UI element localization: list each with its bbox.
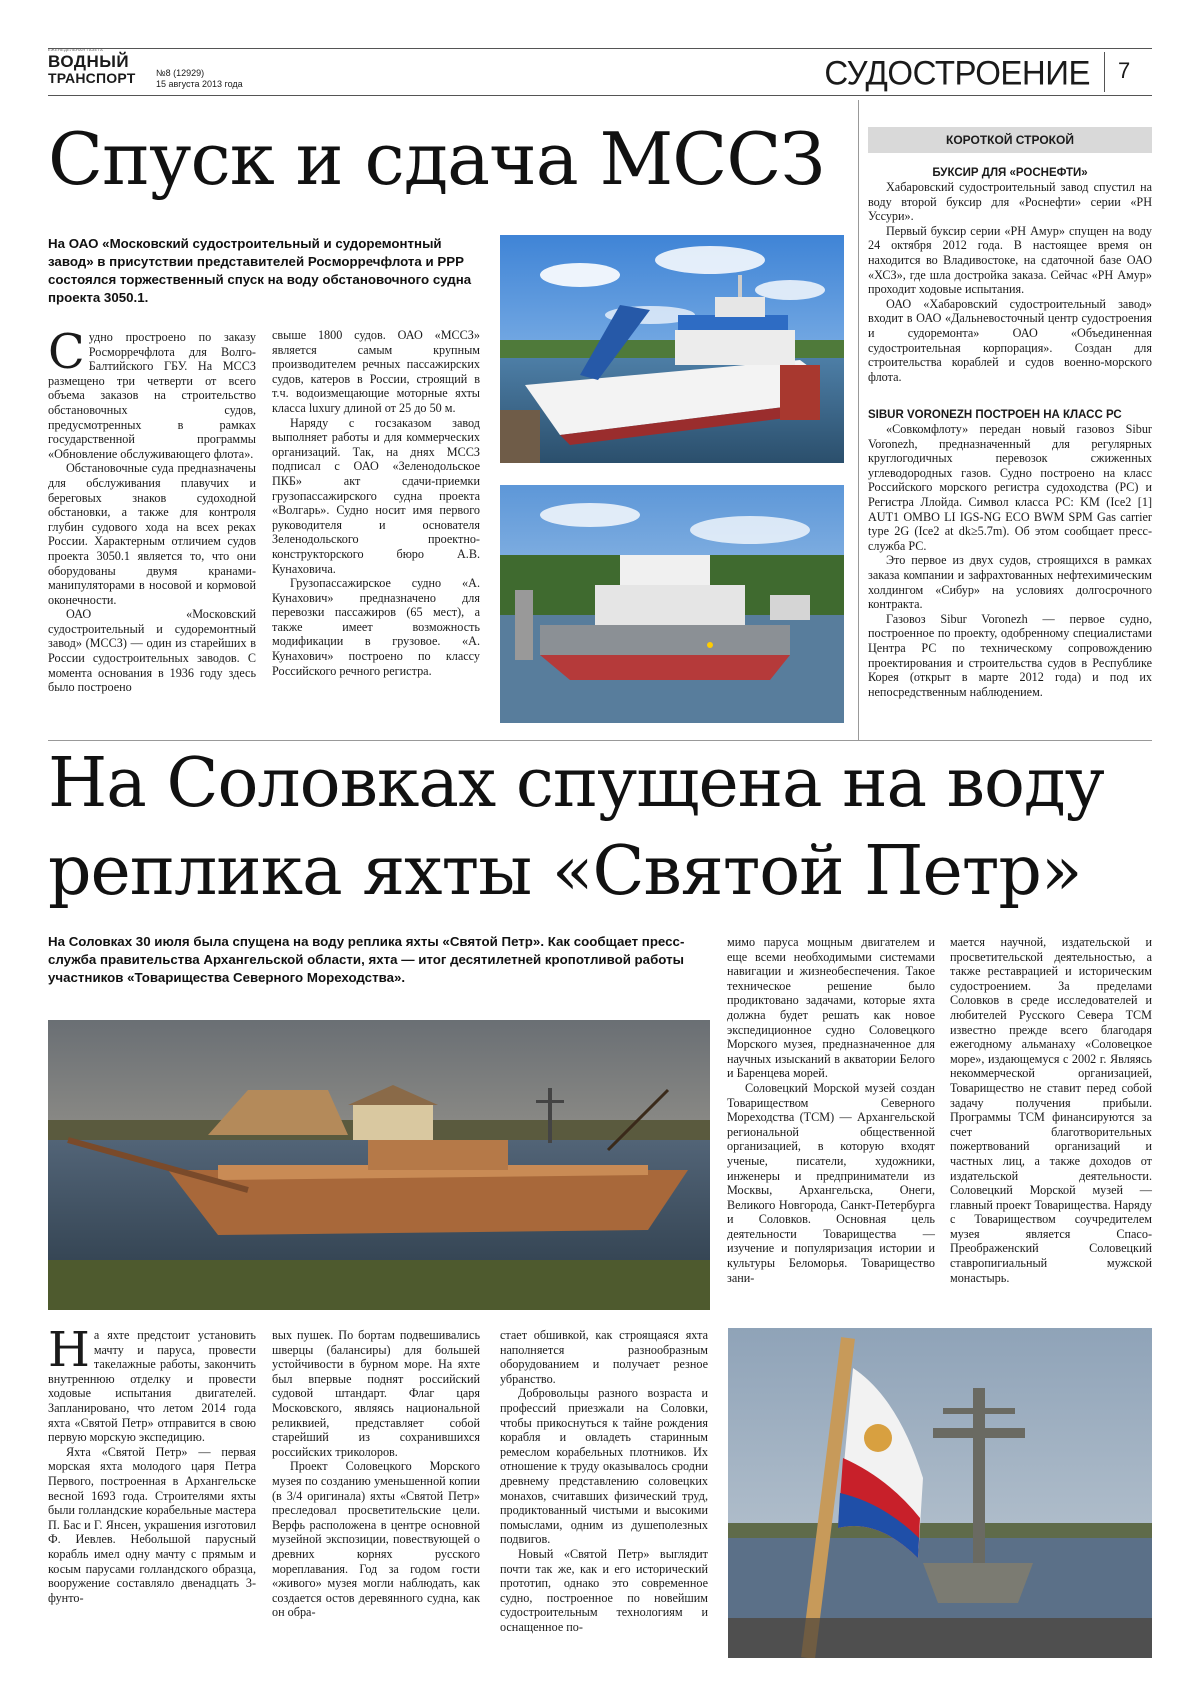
sidebar-item2-title: SIBUR VORONEZH ПОСТРОЕН НА КЛАСС РС [868, 409, 1122, 421]
photo-buoy-tender-ship [500, 235, 844, 463]
article1-paragraph: Грузопассажирское судно «А. Кунахович» предназначено для перевозки пассажиров (65 мест), а также имеет возможность модификации в грузовое. «А. Кунахович» построено по классу Российского речного регистра. [272, 576, 480, 678]
sidebar-item2-body [868, 422, 1152, 699]
issue-info [156, 68, 243, 90]
issue-date: 15 августа 2013 года [156, 79, 243, 89]
sidebar-paragraph: «Совкомфлоту» передан новый газовоз Sibur Voronezh, предназначенный для регулярных круглогодичных перевозок сжиженных углеводородных газов. Судно построено на класс Российского морского регистра судоходства (РС) и Регистра Ллойда. Символ класса РС: KM (Ice2 [1] AUT1 OMBO LI IGS-NG ECO BWM SPM Gas carrier type 2G (Ice2 at dk≥5.7m). Об этом сообщает пресс-служба РС. [868, 422, 1152, 553]
logo-line1: ВОДНЫЙ [48, 52, 130, 71]
photo-yacht-svyatoy-petr [48, 1020, 710, 1310]
sidebar-paragraph: Первый буксир серии «РН Амур» спущен на воду 24 октября 2012 года. В настоящее время он находится во Владивостоке, на сдаточной базе ОАО «ХСЗ», где шла достройка заказа. Сейчас «РН Амур» проходит ходовые испытания. [868, 223, 1152, 297]
article2-headline-line2: реплика яхты «Святой Петр» [48, 832, 1082, 911]
article2-paragraph: Новый «Святой Петр» выглядит почти так же, как и его исторический прототип, однако это современное судно, построенное по новейшим судостроительным технологиям и оснащенное по- [500, 1546, 708, 1634]
article1-paragraph: Судно простроено по заказу Росморречфлота для Волго-Балтийского ГБУ. На МССЗ размещено три четверти от всего объема заказов на строительство обстановочных судов, предусмотренных в рамках государственной программы «Обновление обслуживающего флота». [48, 324, 256, 461]
header-top-rule [48, 48, 1152, 49]
page-number: 7 [1118, 58, 1131, 83]
newspaper-logo [48, 47, 144, 86]
article2-paragraph: На яхте предстоит установить мачту и паруса, провести такелажные работы, закончить внутреннюю отделку и провести ходовые испытания двигателей. Запланировано, что летом 2014 года яхта «Святой Петр» отправится в свою первую морскую экспедицию. [48, 1322, 256, 1445]
article1-column-1 [48, 324, 256, 695]
article2-column-2 [272, 1328, 480, 1620]
photo-cargo-passenger-ship [500, 485, 844, 723]
article2-paragraph: Яхта «Святой Петр» — первая морская яхта молодого царя Петра Первого, построенная в Архангельске весной 1693 года. Строителями яхты были голландские корабельные мастера П. Бас и Г. Янсен, украшения изготовил Ф. Иевлев. Небольшой парусный корабль имел одну мачту с прямым и косым парусами голландского образца, вооружение составляло двенадцать 3-фунто- [48, 1444, 256, 1605]
article1-paragraph: ОАО «Московский судостроительный и судоремонтный завод» (МССЗ) — один из старейших в России судостроительных заводов. С момента основания в 1936 году здесь было построено [48, 607, 256, 695]
article1-headline: Спуск и сдача МССЗ [48, 117, 825, 201]
article1-paragraph: Обстановочные суда предназначены для обслуживания плавучих и береговых знаков судоходной обстановки, а также для контроля глубин судового хода на всех реках России. Характерным отличием судов проекта 3050.1 является то, что они оборудованы двумя кранами-манипуляторами в носовой и кормовой оконечности. [48, 461, 256, 607]
article1-lead: На ОАО «Московский судостроительный и судоремонтный завод» в присутствии представителей Росморречфлота и РРР состоялся торжественный спуск на воду обстановочного судна проекта 3050.1. [48, 236, 472, 305]
article2-paragraph: вых пушек. По бортам подвешивались шверцы (балансиры) для большей устойчивости в бурном море. На яхте был впервые поднят российский судовой штандарт. Флаг царя Московского, являясь национальной реликвией, представляет собой старейший из сохранившихся российских триколоров. [272, 1328, 480, 1459]
article2-paragraph: Проект Соловецкого Морского музея по созданию уменьшенной копии (в 3/4 оригинала) яхты «Святой Петр» преследовал просветительские цели. Верфь расположена в центре основной музейной экспозиции, повествующей о древних корнях русского мореплавания. Год за годом гости «живого» музея могли наблюдать, как создается остов деревянного судна, как он обра- [272, 1459, 480, 1620]
article2-column-4 [950, 935, 1152, 1285]
sidebar-item1-body [868, 180, 1152, 384]
sidebar-paragraph: Это первое из двух судов, строящихся в рамках заказа компании и зафрахтованных нефтехимическим холдингом «Сибур» на условиях долгосрочного контракта. [868, 553, 1152, 612]
yacht-photo-image [48, 1020, 710, 1310]
article2-column-1 [48, 1322, 256, 1605]
photo-flag-and-cross [728, 1328, 1152, 1658]
sidebar-divider [858, 100, 859, 740]
article2-column-3b [500, 1328, 708, 1634]
article2-paragraph: стает обшивкой, как строящаяся яхта наполняется разнообразным оборудованием и получает резное убранство. [500, 1328, 708, 1386]
issue-number: №8 (12929) [156, 68, 205, 78]
section-title: СУДОСТРОЕНИЕ [824, 53, 1090, 92]
article2-paragraph: Добровольцы разного возраста и профессий приезжали на Соловки, чтобы прикоснуться к тайне рождения корабля и овладеть старинным ремеслом корабельных плотников. Их отношение к труду оказывалось сродни древнему представлению соловецких монахов, считавших физический труд, продиктованный чистыми и высокими помыслами, одним из душеполезных подвигов. [500, 1386, 708, 1547]
ship-photo-1-image [500, 235, 844, 463]
article2-paragraph: мимо паруса мощным двигателем и еще всеми необходимыми системами навигации и жизнеобеспечения. Такое техническое решение было продиктовано задачами, которые яхта должна будет решать как новое экспедиционное судно Соловецкого Морского музея, предназначенное для научных изысканий в акватории Белого и Баренцева морей. [727, 935, 935, 1081]
article1-paragraph: Наряду с госзаказом завод выполняет работы и для коммерческих организаций. Так, на днях МССЗ подписал с ОАО «Зеленодольское ПКБ» акт сдачи-приемки грузопассажирского судна проекта «Волгарь». Судно носит имя первого руководителя и основателя Зеленодольского проектно-конструкторского бюро А.В. Кунаховича. [272, 415, 480, 576]
sidebar-item1-title: БУКСИР ДЛЯ «РОСНЕФТИ» [932, 167, 1088, 179]
article2-paragraph: мается научной, издательской и просветительской деятельностью, а также реставрацией и историческим судостроением. За пределами Соловков в среде исследователей и любителей Русского Севера ТСМ известно прежде всего благодаря ежегодному альманаху «Соловецкое море», издающемуся с 2002 г. Являясь некоммерческой организацией, Товарищество не ставит перед собой задачу получения прибыли. Программы ТСМ финансируются за счет благотворительных пожертвований организаций и частных лиц, а также доходов от издательской деятельности. Соловецкий Морской музей — главный проект Товарищества. Наряду с Товариществом соучредителем музея является Спасо-Преображенский Соловецкий ставропигиальный мужской монастырь. [950, 935, 1152, 1285]
sidebar-box-title: КОРОТКОЙ СТРОКОЙ [868, 127, 1152, 153]
sidebar-paragraph: ОАО «Хабаровский судостроительный завод» входит в ОАО «Дальневосточный центр судостроения и судоремонта» ОАО «Объединенная судостроительная корпорация». Создан для строительства кораблей и судов военно-морского флота. [868, 296, 1152, 384]
ship-photo-2-image [500, 485, 844, 723]
header-divider [1104, 52, 1105, 92]
article-divider [48, 740, 1152, 741]
header-bottom-rule [48, 95, 1152, 96]
article1-column-2 [272, 328, 480, 678]
flag-photo-image [728, 1328, 1152, 1658]
article2-headline-line1: На Соловках спущена на воду [48, 744, 1104, 823]
sidebar-paragraph: Газовоз Sibur Voronezh — первое судно, построенное по проекту, одобренному специалистами Центра РС по техническому сопровождению проектирования и строительства судов в Республике Корея (открыт в марте 2012 года) и под их непосредственным наблюдением. [868, 611, 1152, 699]
article2-paragraph: Соловецкий Морской музей создан Товариществом Северного Мореходства (ТСМ) — Архангельской региональной общественной организацией, в которую входят ученые, писатели, художники, инженеры и предприниматели из Москвы, Архангельска, Онеги, Великого Новгорода, Санкт-Петербурга и Соловков. Основная цель деятельности Товарищества — изучение и популяризация истории и культуры Беломорья. Товарищество зани- [727, 1080, 935, 1285]
logo-tagline: ЕЖЕНЕДЕЛЬНАЯ ГАЗЕТА [48, 47, 104, 52]
article1-paragraph: свыше 1800 судов. ОАО «МССЗ» является самым крупным производителем речных пассажирских судов, катеров в России, строящий в т.ч. водоизмещающие моторные яхты класса luxury длиной от 25 до 50 м. [272, 328, 480, 415]
article2-column-3 [727, 935, 935, 1285]
logo-line2: ТРАНСПОРТ [48, 70, 136, 86]
sidebar-paragraph: Хабаровский судостроительный завод спустил на воду второй буксир для «Роснефти» серии «РН Уссури». [868, 180, 1152, 224]
article2-lead: На Соловках 30 июля была спущена на воду реплика яхты «Святой Петр». Как сообщает пресс-служба правительства Архангельской области, яхта — итог десятилетней кропотливой работы участников «Товарищества Северного Мореходства». [48, 934, 685, 985]
